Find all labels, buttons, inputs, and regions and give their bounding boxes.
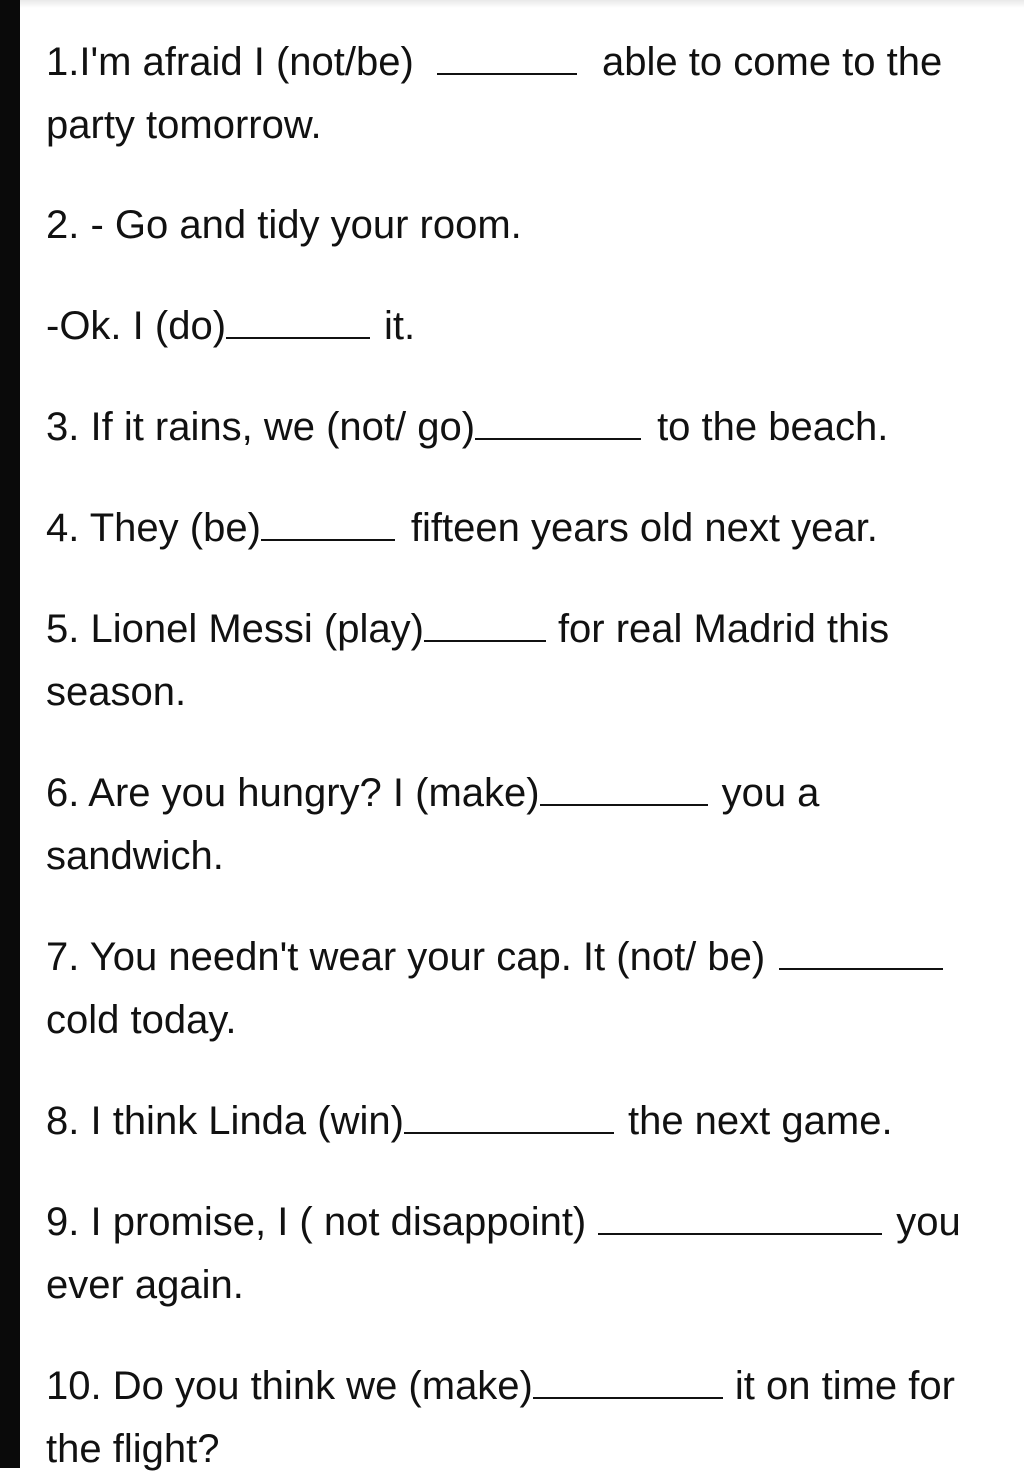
question-7-continuation: cold today. <box>46 998 237 1042</box>
question-10-line-1 <box>46 1362 955 1410</box>
question-5-continuation: season. <box>46 670 187 714</box>
question-5-line-1 <box>46 605 889 653</box>
question-3-line <box>46 403 888 451</box>
question-2-text: 2. - Go and tidy your room. <box>46 203 522 247</box>
question-1-text-after: able to come to the <box>602 40 943 84</box>
question-10-line-2 <box>46 1425 219 1473</box>
left-edge-bar <box>0 0 20 1468</box>
answer-blank-7[interactable] <box>779 934 943 970</box>
question-1-text: 1.I'm afraid I (not/be) <box>46 40 414 84</box>
answer-blank-5[interactable] <box>424 606 546 642</box>
question-9-text-after: you <box>896 1200 961 1244</box>
question-1-continuation: party tomorrow. <box>46 103 322 147</box>
question-8-text: 8. I think Linda (win) <box>46 1099 404 1143</box>
question-10-text-after: it on time for <box>734 1364 955 1408</box>
question-2-prompt <box>46 201 522 249</box>
question-4-text-after: fifteen years old next year. <box>410 506 878 550</box>
question-7-line-1 <box>46 933 943 981</box>
question-5-text: 5. Lionel Messi (play) <box>46 607 424 651</box>
question-9-continuation: ever again. <box>46 1263 244 1307</box>
question-5-line-2 <box>46 668 186 716</box>
question-8-line <box>46 1097 893 1145</box>
question-1-line-1 <box>46 38 942 86</box>
answer-blank-6[interactable] <box>540 770 708 806</box>
question-7-text: 7. You needn't wear your cap. It (not/ be) <box>46 935 766 979</box>
question-7-line-2 <box>46 996 237 1044</box>
answer-blank-3[interactable] <box>475 404 641 440</box>
top-shadow <box>20 0 1024 8</box>
question-5-text-after: for real Madrid this <box>557 607 890 651</box>
answer-blank-9[interactable] <box>598 1199 882 1235</box>
question-1-line-2 <box>46 101 322 149</box>
question-10-continuation: the flight? <box>46 1427 220 1471</box>
question-9-line-1 <box>46 1198 961 1246</box>
answer-blank-1[interactable] <box>437 39 577 75</box>
question-4-text: 4. They (be) <box>46 506 261 550</box>
question-6-text-after: you a <box>721 771 820 815</box>
question-2-text-after: it. <box>384 304 416 348</box>
question-8-text-after: the next game. <box>627 1099 893 1143</box>
answer-blank-8[interactable] <box>404 1098 614 1134</box>
question-4-line <box>46 504 878 552</box>
answer-blank-4[interactable] <box>261 505 395 541</box>
question-3-text-after: to the beach. <box>657 405 889 449</box>
question-9-line-2 <box>46 1261 244 1309</box>
question-9-text: 9. I promise, I ( not disappoint) <box>46 1200 587 1244</box>
question-2-response-text: -Ok. I (do) <box>46 304 227 348</box>
question-10-text: 10. Do you think we (make) <box>46 1364 533 1408</box>
question-6-text: 6. Are you hungry? I (make) <box>46 771 540 815</box>
answer-blank-2[interactable] <box>226 303 370 339</box>
question-6-line-1 <box>46 769 819 817</box>
question-6-continuation: sandwich. <box>46 834 224 878</box>
question-3-text: 3. If it rains, we (not/ go) <box>46 405 476 449</box>
question-2-response <box>46 302 415 350</box>
answer-blank-10[interactable] <box>533 1363 723 1399</box>
question-6-line-2 <box>46 832 224 880</box>
